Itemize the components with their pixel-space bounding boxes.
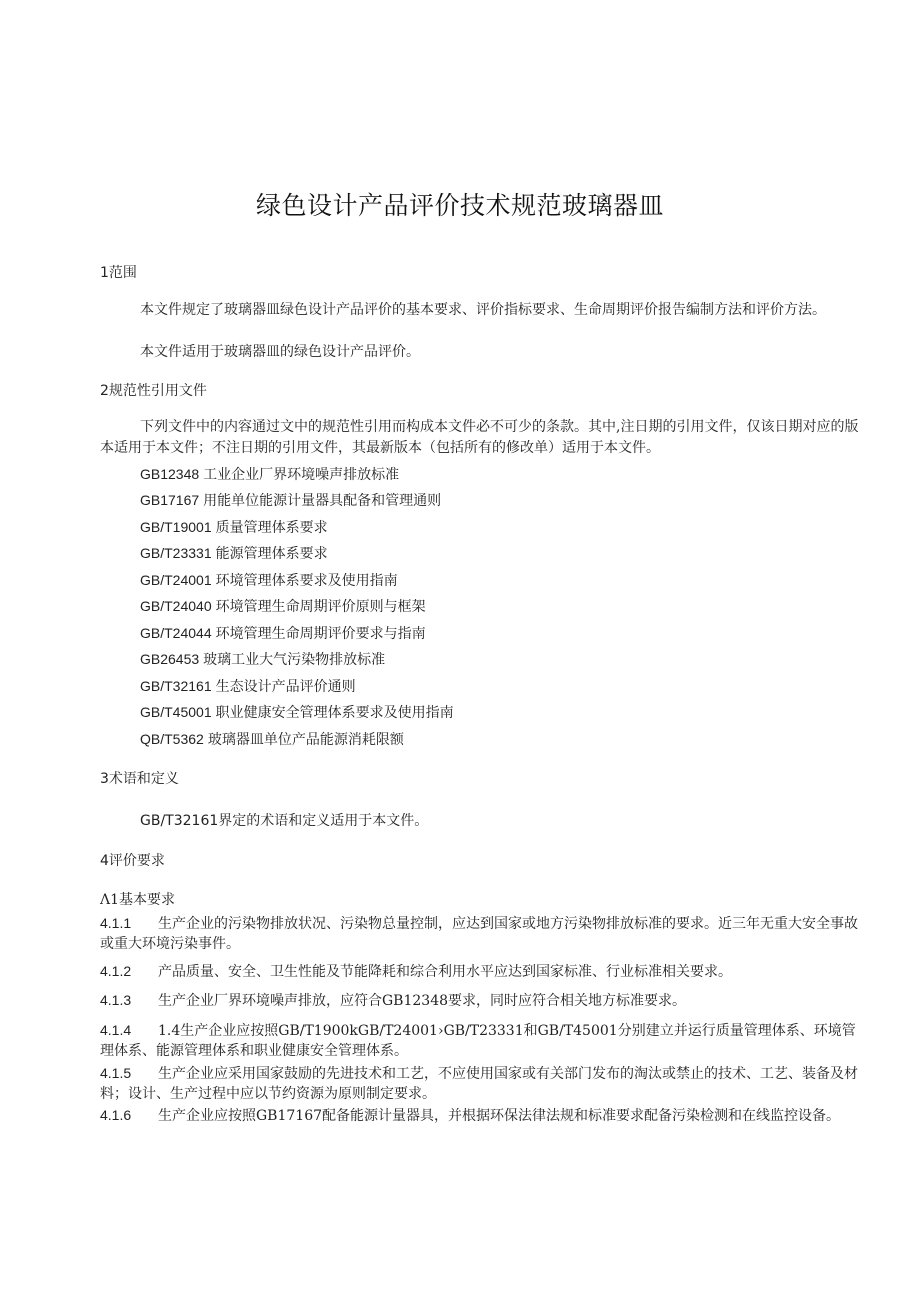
reference-code: QB/T5362 [140, 731, 204, 747]
reference-code: GB/T24044 [140, 625, 212, 641]
clause-number: 4.1.2 [100, 963, 132, 979]
section-1-paragraph-1: 本文件规定了玻璃器皿绿色设计产品评价的基本要求、评价指标要求、生命周期评价报告编制方法和评价方法。 [140, 302, 826, 318]
clause-number: 4.1.1 [100, 915, 132, 931]
clause-number: 4.1.6 [100, 1107, 132, 1123]
section-3-paragraph-1: GB/T32161界定的术语和定义适用于本文件。 [140, 813, 429, 829]
reference-code: GB/T19001 [140, 519, 212, 535]
clause-text: 生产企业应按照GB17167配备能源计量器具，并根据环保法律法规和标准要求配备污染检测和在线监控设备。 [158, 1108, 841, 1124]
reference-code: GB12348 [140, 466, 200, 482]
document-title: 绿色设计产品评价技术规范玻璃器皿 [255, 191, 664, 220]
reference-name: 环境管理生命周期评价要求与指南 [215, 626, 426, 642]
reference-item [140, 729, 404, 749]
reference-item [140, 596, 426, 616]
clause-text: 产品质量、安全、卫生性能及节能降耗和综合利用水平应达到国家标准、行业标准相关要求。 [158, 964, 732, 980]
clause-text: 1.4生产企业应按照GB/T1900kGB/T24001›GB/T23331和GB/T45001分别建立并运行质量管理体系、环境管理体系、能源管理体系和职业健康安全管理体系。 [100, 1023, 856, 1059]
clause-4-1-3 [100, 990, 860, 1011]
reference-item [140, 543, 328, 563]
clause-4-1-4 [100, 1020, 860, 1061]
section-2-heading: 2规范性引用文件 [100, 383, 207, 399]
reference-name: 环境管理生命周期评价原则与框架 [215, 599, 426, 615]
section-1-paragraph-2: 本文件适用于玻璃器皿的绿色设计产品评价。 [140, 344, 420, 360]
clause-4-1-1 [100, 913, 860, 954]
clause-4-1-2 [100, 961, 860, 982]
clause-4-1-6 [100, 1105, 860, 1126]
reference-name: 能源管理体系要求 [215, 546, 328, 562]
section-2-paragraph-1: 下列文件中的内容通过文中的规范性引用而构成本文件必不可少的条款。其中,注日期的引用文件，仅该日期对应的版本适用于本文件；不注日期的引用文件，其最新版本（包括所有的修改单）适用于本文件。 [100, 419, 859, 456]
reference-name: 用能单位能源计量器具配备和管理通则 [203, 493, 442, 509]
reference-item [140, 517, 328, 537]
reference-code: GB/T32161 [140, 678, 212, 694]
clause-text: 生产企业应采用国家鼓励的先进技术和工艺，不应使用国家或有关部门发布的淘汰或禁止的技术、工艺、装备及材料；设计、生产过程中应以节约资源为原则制定要求。 [100, 1066, 858, 1102]
clause-text: 生产企业的污染物排放状况、污染物总量控制，应达到国家或地方污染物排放标准的要求。近三年无重大安全事故或重大环境污染事件。 [100, 916, 858, 952]
reference-item [140, 623, 426, 643]
reference-code: GB/T23331 [140, 545, 212, 561]
reference-item [140, 464, 399, 484]
reference-name: 质量管理体系要求 [215, 520, 328, 536]
reference-name: 职业健康安全管理体系要求及使用指南 [215, 705, 454, 721]
clause-number: 4.1.3 [100, 992, 132, 1008]
reference-item [140, 649, 385, 669]
subsection-4-1-heading: Λ1基本要求 [100, 892, 176, 908]
reference-name: 玻璃器皿单位产品能源消耗限额 [207, 732, 404, 748]
reference-item [140, 570, 398, 590]
reference-code: GB26453 [140, 651, 200, 667]
reference-code: GB17167 [140, 492, 200, 508]
reference-name: 玻璃工业大气污染物排放标准 [203, 652, 386, 668]
clause-number: 4.1.5 [100, 1065, 132, 1081]
reference-name: 生态设计产品评价通则 [215, 679, 356, 695]
reference-item [140, 490, 441, 510]
section-3-heading: 3术语和定义 [100, 771, 179, 787]
clause-text: 生产企业厂界环境噪声排放，应符合GB12348要求，同时应符合相关地方标准要求。 [158, 993, 687, 1009]
reference-name: 环境管理体系要求及使用指南 [215, 573, 398, 589]
reference-item [140, 676, 356, 696]
clause-number: 4.1.4 [100, 1022, 132, 1038]
reference-code: GB/T45001 [140, 704, 212, 720]
reference-name: 工业企业厂界环境噪声排放标准 [203, 467, 400, 483]
reference-item [140, 702, 454, 722]
reference-code: GB/T24001 [140, 572, 212, 588]
reference-code: GB/T24040 [140, 598, 212, 614]
clause-4-1-5 [100, 1063, 860, 1104]
section-1-heading: 1范围 [100, 265, 137, 281]
section-4-heading: 4评价要求 [100, 853, 165, 869]
